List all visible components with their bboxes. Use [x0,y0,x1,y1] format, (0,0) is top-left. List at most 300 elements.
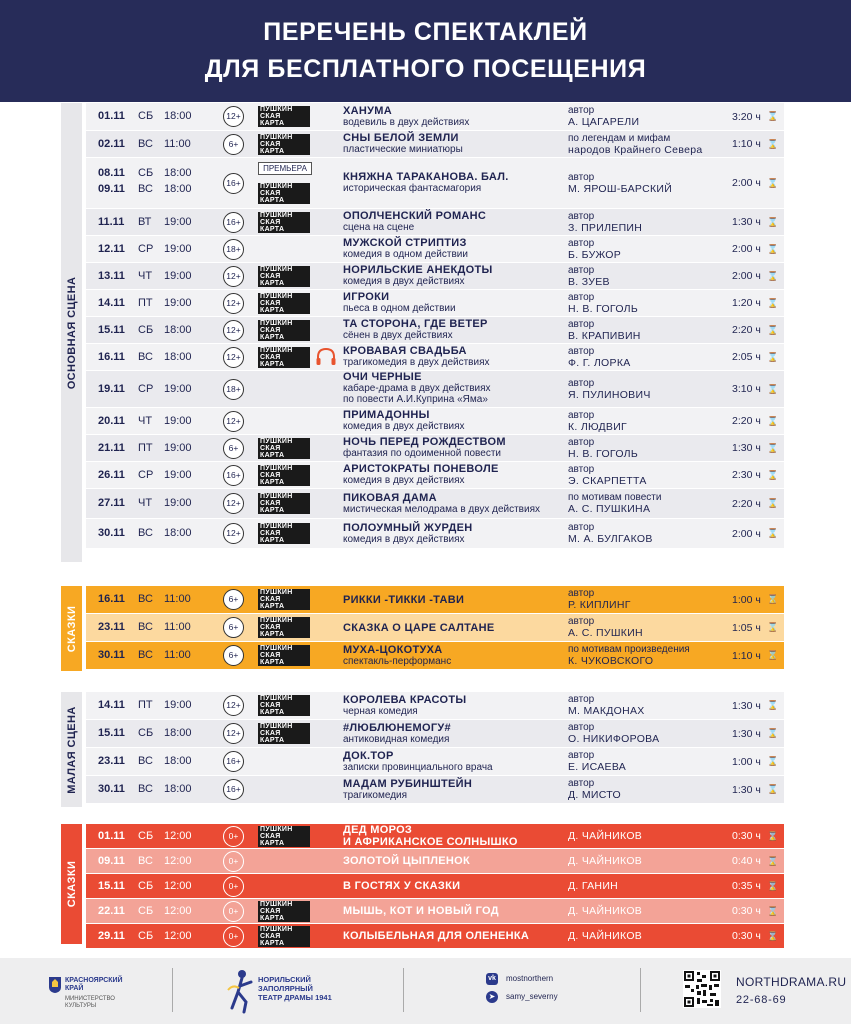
author-label: автор [568,750,595,761]
show-time: 11:00 [164,593,191,605]
show-weekday: ПТ [138,441,153,454]
author-label: по мотивам повести [568,492,662,503]
show-date: 30.11 [98,527,125,539]
age-rating-badge: 6+ [223,438,244,459]
show-duration: 3:10 ч [732,383,761,395]
show-weekday: ВТ [138,215,152,228]
show-duration: 1:00 ч [732,593,761,606]
show-genre: черная комедия [343,705,418,717]
author-label: автор [568,171,595,183]
schedule-row [86,236,784,262]
show-duration: 0:30 ч [732,930,761,942]
show-date: 11.11 [98,215,125,228]
show-title: КРОВАВАЯ СВАДЬБА [343,345,467,358]
age-rating-badge: 0+ [223,851,244,872]
show-date: 16.11 [98,593,125,605]
pushkin-card-label: ПУШКИН [258,901,310,908]
author-name: К. ЧУКОВСКОГО [568,655,654,667]
author-label: автор [568,318,595,330]
pushkin-card-logo [258,438,314,459]
age-rating-badge: 0+ [223,876,244,897]
show-genre: историческая фантасмагория [343,183,482,195]
pushkin-card-label: КАРТА [258,479,310,486]
show-time: 18:00 [164,727,192,739]
show-duration: 0:30 ч [732,830,761,842]
author-name: Ф. Г. ЛОРКА [568,356,631,369]
pushkin-card-label: ПУШКИН [258,320,310,327]
show-date: 30.11 [98,783,125,795]
show-date: 15.11 [98,879,125,892]
show-title: ДОК.ТОР [343,749,394,762]
age-rating-badge: 12+ [223,106,244,127]
hourglass-icon: ⌛ [767,905,779,916]
author-label: автор [568,409,595,421]
pushkin-card-label: СКАЯ [258,219,310,226]
pushkin-card-logo [258,901,314,922]
author-label: по легендам и мифам [568,132,671,144]
pushkin-card-label: КАРТА [258,280,310,287]
hourglass-icon: ⌛ [767,498,779,508]
hourglass-icon: ⌛ [767,622,779,632]
hourglass-icon: ⌛ [767,830,779,841]
pushkin-card-logo [258,106,314,127]
show-date: 19.11 [98,382,125,395]
pushkin-card-label: СКАЯ [258,141,310,148]
pushkin-card-label: КАРТА [258,148,310,155]
author-name: З. ПРИЛЕПИН [568,221,643,234]
pushkin-card-label: КАРТА [258,940,310,947]
headphones-icon [315,347,337,367]
author-label: автор [568,377,595,389]
show-time: 18:00 [164,527,192,539]
site-link[interactable]: NORTHDRAMA.RU [736,975,847,989]
show-weekday: ВС [138,527,153,539]
hourglass-icon: ⌛ [767,528,779,538]
show-title: СНЫ БЕЛОЙ ЗЕМЛИ [343,132,459,145]
author-name: народов Крайнего Севера [568,143,703,156]
theatre-logo-icon [225,968,255,1014]
pushkin-card-label: ПУШКИН [258,723,310,730]
show-duration: 2:00 ч [732,527,761,540]
show-time: 11:00 [164,137,191,150]
pushkin-card-label: СКАЯ [258,327,310,334]
hourglass-icon: ⌛ [767,756,779,766]
section-label [61,692,82,807]
show-weekday: ПТ [138,296,153,309]
show-duration: 2:00 ч [732,177,761,189]
age-rating-badge: 12+ [223,293,244,314]
author-label: автор [568,722,595,733]
show-duration: 3:20 ч [732,110,761,123]
show-duration: 2:05 ч [732,351,761,363]
show-duration: 2:20 ч [732,324,761,336]
pushkin-card-logo [258,320,314,341]
age-rating-badge: 12+ [223,320,244,341]
author-label: автор [568,694,595,705]
author-label: автор [568,291,595,303]
author-label: автор [568,522,595,533]
pushkin-card-label: СКАЯ [258,730,310,737]
show-date: 27.11 [98,497,125,509]
pushkin-card-logo [258,523,314,544]
show-title: НОЧЬ ПЕРЕД РОЖДЕСТВОМ [343,436,506,449]
show-time: 12:00 [164,929,192,942]
author-name: М. МАКДОНАХ [568,705,645,717]
show-title: #ЛЮБЛЮНЕМОГУ# [343,721,451,734]
author-name: Д. ЧАЙНИКОВ [568,930,643,942]
hourglass-icon: ⌛ [767,111,779,121]
hourglass-icon: ⌛ [767,324,779,335]
pushkin-card-logo [258,695,314,716]
show-time: 19:00 [164,441,192,454]
show-weekday: ЧТ [138,497,153,509]
pushkin-card-label: ПУШКИН [258,617,310,624]
hourglass-icon: ⌛ [767,138,779,149]
author-name: Д. ЧАЙНИКОВ [568,905,643,917]
pushkin-card-label: СКАЯ [258,190,310,197]
author-name: Н. В. ГОГОЛЬ [568,302,639,315]
age-rating-badge: 16+ [223,465,244,486]
hourglass-icon: ⌛ [767,297,779,308]
show-duration: 1:30 ч [732,216,761,228]
show-genre: водевиль в двух действиях [343,116,470,128]
schedule-row [86,317,784,343]
pushkin-card-label: СКАЯ [258,702,310,709]
show-duration: 1:05 ч [732,621,761,634]
hourglass-icon: ⌛ [767,442,779,453]
show-date: 14.11 [98,699,125,711]
age-rating-badge: 6+ [223,645,244,666]
section-label-text: СКАЗКИ [65,605,78,652]
age-rating-badge: 0+ [223,826,244,847]
age-rating-badge: 12+ [223,723,244,744]
page-header [0,0,851,102]
pushkin-card-label: СКАЯ [258,908,310,915]
author-name: В. КРАПИВИН [568,329,641,342]
pushkin-card-label: ПУШКИН [258,523,310,530]
pushkin-card-logo [258,493,314,514]
pushkin-card-label: СКАЯ [258,113,310,120]
region-name: КРАСНОЯРСКИЙ КРАЙ [65,977,123,992]
show-duration: 1:30 ч [732,699,761,712]
footer [0,958,851,1024]
pushkin-card-label: СКАЯ [258,354,310,361]
pushkin-card-label: СКАЯ [258,273,310,280]
show-weekday: СБ [138,829,154,842]
pushkin-card-label: КАРТА [258,361,310,368]
pushkin-card-label: ПУШКИН [258,106,310,113]
hourglass-icon: ⌛ [767,351,779,362]
show-duration: 1:00 ч [732,755,761,768]
show-time: 19:00 [164,296,192,309]
schedule-row [86,642,784,669]
qr-code-icon [683,970,721,1008]
show-time: 18:00 [164,783,192,795]
footer-divider [640,968,641,1012]
show-weekday: СР [138,242,154,255]
pushkin-card-label: КАРТА [258,659,310,666]
schedule-row [86,103,784,130]
pushkin-card-logo [258,723,314,744]
show-title: КОЛЫБЕЛЬНАЯ ДЛЯ ОЛЕНЕНКА [343,930,530,943]
pushkin-card-label: ПУШКИН [258,183,310,190]
pushkin-card-logo [258,293,314,314]
author-name: Б. БУЖОР [568,248,622,261]
author-name: К. ЛЮДВИГ [568,420,628,433]
hourglass-icon: ⌛ [767,784,779,794]
show-date: 12.11 [98,242,125,255]
show-date: 23.11 [98,755,125,767]
author-name: М. ЯРОШ-БАРСКИЙ [568,182,673,195]
hourglass-icon: ⌛ [767,177,779,188]
pushkin-card-label: ПУШКИН [258,589,310,596]
section-label [61,824,82,944]
schedule-row [86,899,784,923]
schedule-row [86,586,784,613]
show-date: 15.11 [98,323,125,336]
show-genre: записки провинциального врача [343,761,493,773]
author-label: автор [568,616,595,627]
pushkin-card-label: КАРТА [258,915,310,922]
show-time: 19:00 [164,382,192,395]
show-time: 11:00 [164,621,191,633]
show-date: 14.11 [98,296,125,309]
pushkin-card-label: ПУШКИН [258,347,310,354]
show-weekday: ЧТ [138,269,153,282]
schedule-row [86,519,784,548]
show-date: 01.11 [98,110,125,122]
author-name: А. ЦАГАРЕЛИ [568,116,640,128]
show-time: 18:00 [164,110,192,122]
schedule-row [86,924,784,948]
show-date: 09.11 [98,854,125,867]
pushkin-card-label: КАРТА [258,507,310,514]
schedule-row [86,462,784,488]
schedule-row [86,408,784,434]
pushkin-card-label: ПУШКИН [258,293,310,300]
show-title: ЗОЛОТОЙ ЦЫПЛЕНОК [343,855,471,868]
show-date: 15.11 [98,727,125,739]
author-name: А. С. ПУШКИНА [568,503,651,515]
premiere-badge: ПРЕМЬЕРА [258,162,312,175]
pushkin-card-logo [258,617,314,638]
show-title: В ГОСТЯХ У СКАЗКИ [343,880,461,893]
show-time: 11:00 [164,649,191,661]
age-rating-badge: 18+ [223,379,244,400]
show-date: 21.11 [98,441,125,454]
show-genre: трагикомедия в двух действиях [343,357,490,369]
pushkin-card-label: КАРТА [258,603,310,610]
pushkin-card-label: КАРТА [258,737,310,744]
show-genre-note: по повести А.И.Куприна «Яма» [343,393,488,405]
show-weekday: ВС [138,350,153,363]
schedule-row [86,776,784,803]
schedule-row [86,849,784,873]
pushkin-card-label: СКАЯ [258,472,310,479]
age-rating-badge: 16+ [223,173,244,194]
pushkin-card-label: КАРТА [258,197,310,204]
pushkin-card-label: КАРТА [258,307,310,314]
show-title: МЫШЬ, КОТ И НОВЫЙ ГОД [343,905,499,918]
show-duration: 0:35 ч [732,880,761,892]
show-genre: комедия в двух действиях [343,276,465,288]
author-label: автор [568,264,595,276]
schedule-row [86,435,784,461]
age-rating-badge: 12+ [223,347,244,368]
age-rating-badge: 6+ [223,617,244,638]
show-weekday: СБ [138,323,154,336]
show-duration: 1:10 ч [732,649,761,662]
show-duration: 0:30 ч [732,905,761,917]
show-title: ОЧИ ЧЕРНЫЕ [343,370,422,383]
schedule-row [86,489,784,518]
pushkin-card-label: СКАЯ [258,500,310,507]
show-genre: фантазия по одоименной повести [343,448,501,460]
show-time: 19:00 [164,215,192,228]
pushkin-card-label: ПУШКИН [258,493,310,500]
show-date: 08.11 [98,167,125,179]
section-label-text: СКАЗКИ [65,860,78,908]
show-genre: пьеса в одном действии [343,303,456,315]
show-genre: кабаре-драма в двух действиях [343,382,491,394]
show-time: 19:00 [164,414,192,427]
schedule-row [86,692,784,719]
age-rating-badge: 0+ [223,926,244,947]
pushkin-card-label: ПУШКИН [258,266,310,273]
show-duration: 2:20 ч [732,497,761,510]
show-time: 19:00 [164,699,192,711]
show-duration: 0:40 ч [732,855,761,867]
pushkin-card-label: КАРТА [258,631,310,638]
pushkin-card-label: ПУШКИН [258,465,310,472]
phone-number: 22-68-69 [736,994,787,1006]
author-name: Н. В. ГОГОЛЬ [568,447,639,460]
author-label: автор [568,463,595,475]
show-genre: трагикомедия [343,789,408,801]
show-title: КНЯЖНА ТАРАКАНОВА. БАЛ. [343,171,509,184]
show-title: МАДАМ РУБИНШТЕЙН [343,777,473,790]
show-weekday: СБ [138,929,154,942]
pushkin-card-label: ПУШКИН [258,826,310,833]
author-label: по мотивам произведения [568,644,690,655]
age-rating-badge: 6+ [223,134,244,155]
author-label: автор [568,588,595,599]
section-label-text: ОСНОВНАЯ СЦЕНА [65,276,78,389]
show-genre: комедия в одном действии [343,249,468,261]
show-time: 12:00 [164,829,192,842]
pushkin-card-label: КАРТА [258,334,310,341]
pushkin-card-label: ПУШКИН [258,134,310,141]
show-date: 01.11 [98,829,125,842]
pushkin-card-label: ПУШКИН [258,438,310,445]
vk-link[interactable]: mostnorthern [506,974,554,983]
show-title: КОРОЛЕВА КРАСОТЫ [343,693,467,706]
hourglass-icon: ⌛ [767,594,779,604]
pushkin-card-label: СКАЯ [258,596,310,603]
show-duration: 1:30 ч [732,442,761,454]
show-genre: комедия в двух действиях [343,533,465,545]
age-rating-badge: 18+ [223,239,244,260]
telegram-link[interactable]: samy_severny [506,992,558,1001]
author-name: В. ЗУЕВ [568,275,610,288]
show-time: 18:00 [164,183,192,195]
schedule-row [86,131,784,157]
pushkin-card-logo [258,212,314,233]
pushkin-card-label: ПУШКИН [258,926,310,933]
show-genre: пластические миниатюры [343,144,463,156]
hourglass-icon: ⌛ [767,270,779,281]
show-genre: сёнен в двух действиях [343,330,453,342]
author-name: О. НИКИФОРОВА [568,733,660,745]
show-weekday: СБ [138,167,154,179]
section-label [61,103,82,562]
show-genre: мистическая мелодрама в двух действиях [343,503,540,515]
show-title: ДЕД МОРОЗ [343,824,413,837]
hourglass-icon: ⌛ [767,383,779,394]
show-duration: 2:00 ч [732,270,761,282]
show-time: 18:00 [164,350,192,363]
author-label: автор [568,345,595,357]
show-genre: сцена на сцене [343,222,415,234]
pushkin-card-label: СКАЯ [258,652,310,659]
pushkin-card-logo [258,589,314,610]
pushkin-card-label: КАРТА [258,709,310,716]
author-name: Д. ГАНИН [568,880,619,892]
pushkin-card-label: КАРТА [258,840,310,847]
age-rating-badge: 16+ [223,751,244,772]
hourglass-icon: ⌛ [767,650,779,660]
show-time: 19:00 [164,468,192,481]
age-rating-badge: 12+ [223,695,244,716]
pushkin-card-label: ПУШКИН [258,695,310,702]
show-date: 30.11 [98,649,125,661]
schedule-row [86,344,784,370]
show-weekday: ВС [138,649,153,661]
show-weekday: СБ [138,879,154,892]
show-date: 23.11 [98,621,125,633]
show-title: МУЖСКОЙ СТРИПТИЗ [343,237,467,250]
pushkin-card-logo [258,645,314,666]
show-title: ХАНУМА [343,104,392,117]
show-date: 02.11 [98,137,125,150]
pushkin-card-label: ПУШКИН [258,645,310,652]
vk-icon: vk [486,973,498,985]
pushkin-card-label: КАРТА [258,537,310,544]
show-time: 18:00 [164,755,192,767]
pushkin-card-label: КАРТА [258,452,310,459]
show-duration: 1:20 ч [732,297,761,309]
author-name: А. С. ПУШКИН [568,627,643,639]
show-title: РИККИ -ТИККИ -ТАВИ [343,593,465,606]
show-weekday: ЧТ [138,414,153,427]
show-title: НОРИЛЬСКИЕ АНЕКДОТЫ [343,264,493,277]
age-rating-badge: 12+ [223,411,244,432]
show-duration: 1:30 ч [732,783,761,796]
show-title: ОПОЛЧЕНСКИЙ РОМАНС [343,210,487,223]
show-title: И АФРИКАНСКОЕ СОЛНЫШКО [343,836,518,849]
hourglass-icon: ⌛ [767,216,779,227]
age-rating-badge: 6+ [223,589,244,610]
page-title-line2: ДЛЯ БЕСПЛАТНОГО ПОСЕЩЕНИЯ [204,55,647,83]
show-duration: 2:20 ч [732,415,761,427]
show-weekday: ВС [138,621,153,633]
pushkin-card-logo [258,134,314,155]
show-weekday: ПТ [138,699,153,711]
hourglass-icon: ⌛ [767,930,779,941]
show-date: 22.11 [98,904,125,917]
schedule-row [86,158,784,208]
show-time: 19:00 [164,269,192,282]
